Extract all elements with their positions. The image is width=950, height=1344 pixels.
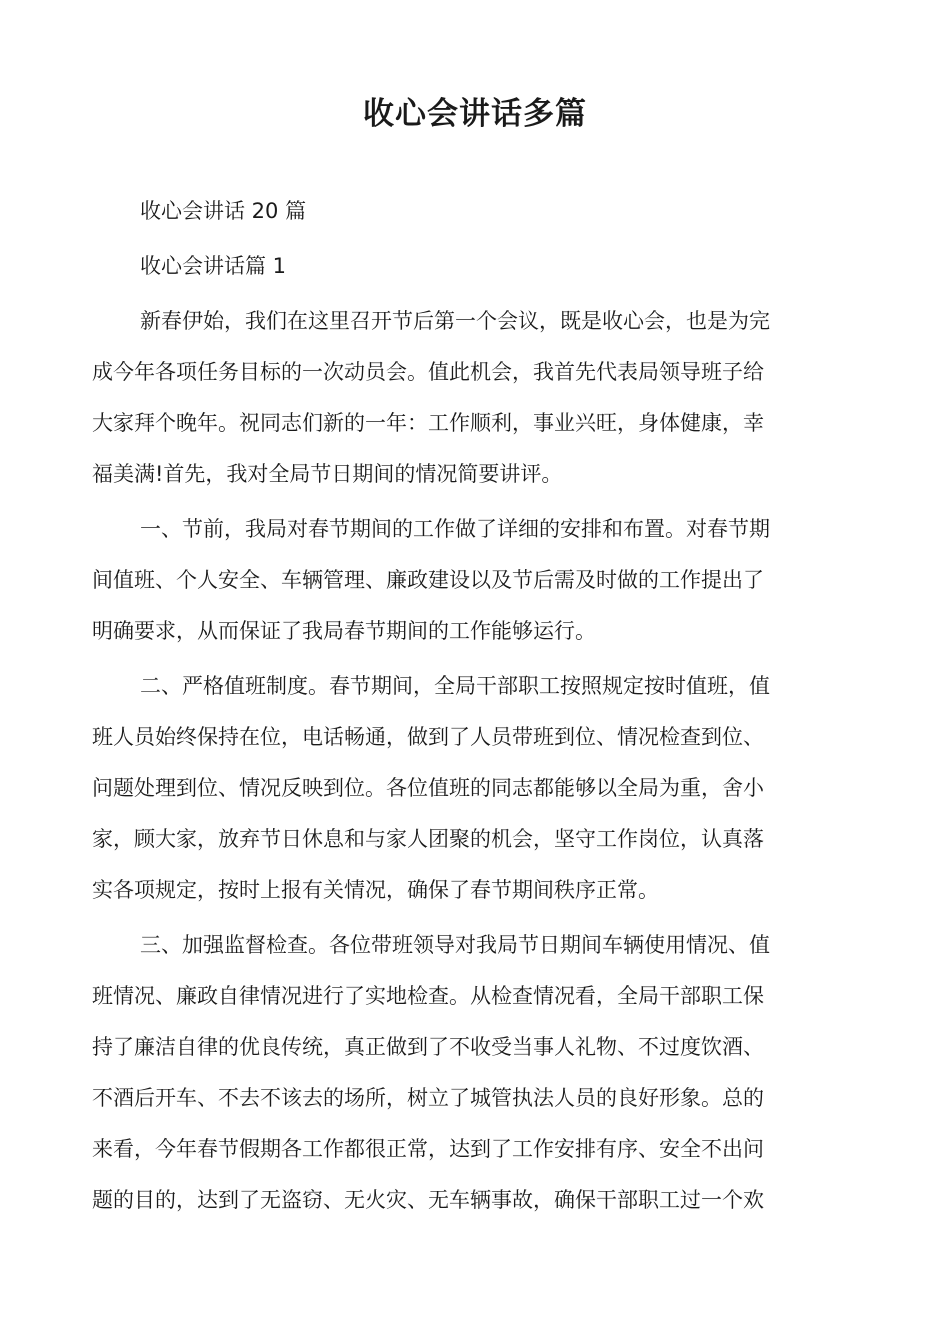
paragraph-line: 新春伊始，我们在这里召开节后第一个会议，既是收心会，也是为完 [140,309,770,333]
paragraph-line: 题的目的，达到了无盗窃、无火灾、无车辆事故，确保干部职工过一个欢 [92,1188,764,1212]
paragraph-line: 福美满!首先，我对全局节日期间的情况简要讲评。 [92,462,563,486]
paragraph-line: 来看，今年春节假期各工作都很正常，达到了工作安排有序、安全不出问 [92,1137,764,1161]
paragraph-line: 班人员始终保持在位，电话畅通，做到了人员带班到位、情况检查到位、 [92,725,764,749]
document-page [92,0,858,1226]
paragraph-line: 班情况、廉政自律情况进行了实地检查。从检查情况看，全局干部职工保 [92,984,764,1008]
paragraph-line: 实各项规定，按时上报有关情况，确保了春节期间秩序正常。 [92,878,659,902]
document-subtitle: 收心会讲话 20 篇 [140,199,307,223]
paragraph-1 [92,296,858,500]
paragraph-line: 问题处理到位、情况反映到位。各位值班的同志都能够以全局为重，舍小 [92,776,764,800]
paragraph-line: 大家拜个晚年。祝同志们新的一年：工作顺利，事业兴旺，身体健康，幸 [92,411,764,435]
paragraph-line: 成今年各项任务目标的一次动员会。值此机会，我首先代表局领导班子给 [92,360,764,384]
document-title: 收心会讲话多篇 [363,96,587,132]
paragraph-4 [92,920,858,1226]
paragraph-line: 持了廉洁自律的优良传统，真正做到了不收受当事人礼物、不过度饮酒、 [92,1035,764,1059]
paragraph-line: 二、严格值班制度。春节期间，全局干部职工按照规定按时值班，值 [140,674,770,698]
paragraph-3 [92,661,858,916]
paragraph-line: 三、加强监督检查。各位带班领导对我局节日期间车辆使用情况、值 [140,933,770,957]
paragraph-line: 间值班、个人安全、车辆管理、廉政建设以及节后需及时做的工作提出了 [92,568,764,592]
paragraph-line: 一、节前，我局对春节期间的工作做了详细的安排和布置。对春节期 [140,517,770,541]
paragraph-line: 明确要求，从而保证了我局春节期间的工作能够运行。 [92,619,596,643]
paragraph-line: 家，顾大家，放弃节日休息和与家人团聚的机会，坚守工作岗位，认真落 [92,827,764,851]
section-heading: 收心会讲话篇 1 [140,254,287,278]
paragraph-line: 不酒后开车、不去不该去的场所，树立了城管执法人员的良好形象。总的 [92,1086,764,1110]
paragraph-2 [92,504,858,657]
